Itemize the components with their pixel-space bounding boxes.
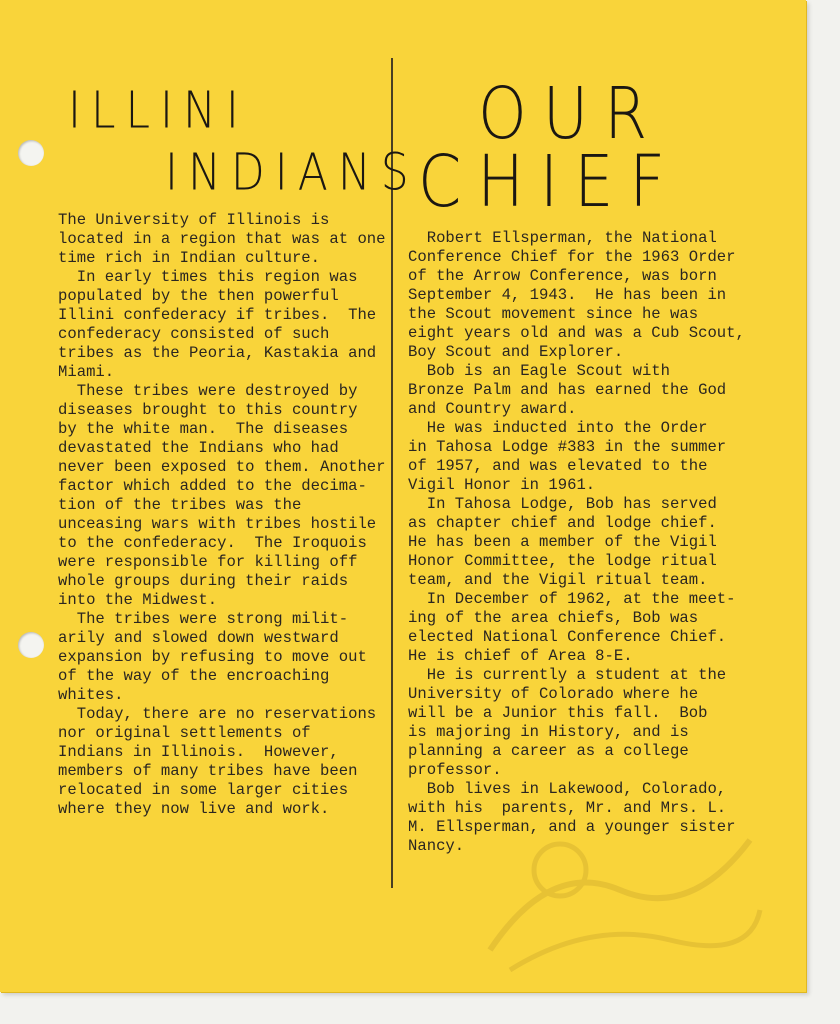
text-line: eight years old and was a Cub Scout, [408, 324, 745, 342]
text-line: Indians in Illinois. However, [58, 743, 339, 761]
text-line: confederacy consisted of such [58, 325, 330, 343]
text-line: devastated the Indians who had [58, 439, 339, 457]
text-line: Bob is an Eagle Scout with [408, 362, 671, 380]
text-line: time rich in Indian culture. [58, 249, 321, 267]
right-title-line2: CHIEF [418, 139, 682, 224]
text-line: located in a region that was at one [58, 230, 386, 248]
text-line: elected National Conference Chief. [408, 628, 727, 646]
text-line: were responsible for killing off [58, 553, 358, 571]
text-line: M. Ellsperman, and a younger sister [408, 818, 736, 836]
text-line: Nancy. [408, 837, 465, 855]
text-line: the Scout movement since he was [408, 305, 699, 323]
right-title-line1: OUR [478, 71, 664, 156]
text-line: factor which added to the decima- [58, 477, 367, 495]
text-line: of the way of the encroaching [58, 667, 330, 685]
text-line: tribes as the Peoria, Kastakia and [58, 344, 377, 362]
punch-hole-bottom [18, 632, 44, 658]
text-line: ing of the area chiefs, Bob was [408, 609, 699, 627]
text-line: Illini confederacy if tribes. The [58, 306, 377, 324]
text-line: populated by the then powerful [58, 287, 339, 305]
text-line: arily and slowed down westward [58, 629, 339, 647]
text-line: is majoring in History, and is [408, 723, 689, 741]
text-line: He was inducted into the Order [408, 419, 708, 437]
text-line: These tribes were destroyed by [58, 382, 358, 400]
text-line: whites. [58, 686, 124, 704]
text-line: nor original settlements of [58, 724, 311, 742]
text-line: in Tahosa Lodge #383 in the summer [408, 438, 727, 456]
text-line: unceasing wars with tribes hostile [58, 515, 377, 533]
text-line: expansion by refusing to move out [58, 648, 367, 666]
text-line: of 1957, and was elevated to the [408, 457, 708, 475]
text-line: into the Midwest. [58, 591, 218, 609]
text-line: Miami. [58, 363, 115, 381]
text-line: will be a Junior this fall. Bob [408, 704, 708, 722]
text-line: Bronze Palm and has earned the God [408, 381, 727, 399]
text-line: Robert Ellsperman, the National [408, 229, 717, 247]
left-title-line1: ILLINI [68, 81, 249, 141]
text-line: Conference Chief for the 1963 Order [408, 248, 736, 266]
text-line: Today, there are no reservations [58, 705, 377, 723]
text-line: Bob lives in Lakewood, Colorado, [408, 780, 727, 798]
text-line: professor. [408, 761, 502, 779]
text-line: as chapter chief and lodge chief. [408, 514, 717, 532]
text-line: and Country award. [408, 400, 577, 418]
text-line: tion of the tribes was the [58, 496, 302, 514]
text-line: Honor Committee, the lodge ritual [408, 552, 717, 570]
text-line: September 4, 1943. He has been in [408, 286, 727, 304]
text-line: with his parents, Mr. and Mrs. L. [408, 799, 727, 817]
text-line: of the Arrow Conference, was born [408, 267, 717, 285]
text-line: University of Colorado where he [408, 685, 699, 703]
text-line: Boy Scout and Explorer. [408, 343, 624, 361]
text-line: by the white man. The diseases [58, 420, 349, 438]
text-line: team, and the Vigil ritual team. [408, 571, 708, 589]
text-line: to the confederacy. The Iroquois [58, 534, 367, 552]
text-line: whole groups during their raids [58, 572, 349, 590]
right-article-body [408, 229, 745, 856]
text-line: where they now live and work. [58, 800, 330, 818]
punch-hole-top [18, 140, 44, 166]
text-line: diseases brought to this country [58, 401, 358, 419]
text-line: He has been a member of the Vigil [408, 533, 717, 551]
left-title-line2: INDIANS [165, 143, 419, 203]
text-line: In Tahosa Lodge, Bob has served [408, 495, 717, 513]
text-line: relocated in some larger cities [58, 781, 349, 799]
text-line: He is currently a student at the [408, 666, 727, 684]
text-line: The University of Illinois is [58, 211, 330, 229]
text-line: The tribes were strong milit- [58, 610, 349, 628]
text-line: In December of 1962, at the meet- [408, 590, 736, 608]
text-line: never been exposed to them. Another [58, 458, 386, 476]
text-line: He is chief of Area 8-E. [408, 647, 633, 665]
left-article-body [58, 211, 386, 819]
text-line: members of many tribes have been [58, 762, 358, 780]
text-line: In early times this region was [58, 268, 358, 286]
text-line: planning a career as a college [408, 742, 689, 760]
text-line: Vigil Honor in 1961. [408, 476, 596, 494]
